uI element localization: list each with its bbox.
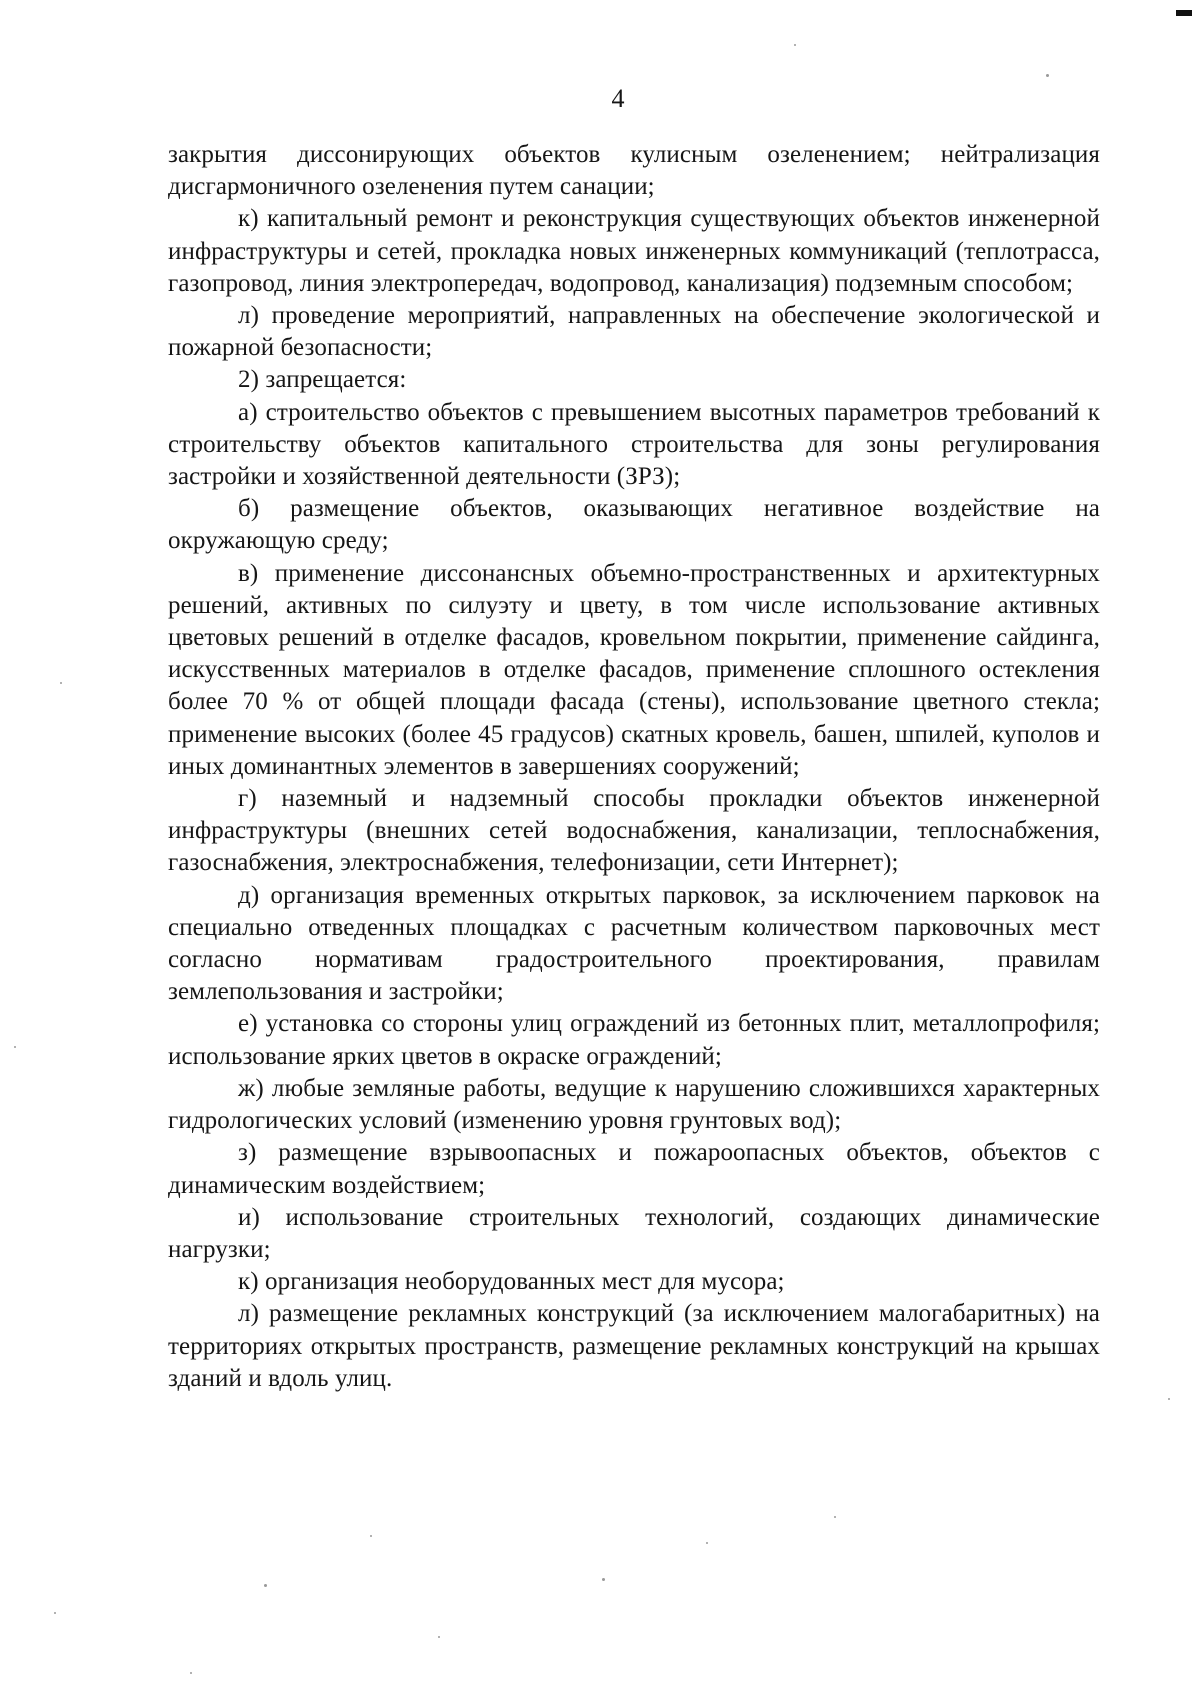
scan-speck [264,1584,267,1587]
paragraph: е) установка со стороны улиц ограждений из бетонных плит, металлопрофиля; использование ярких цветов в окраске ограждений; [168,1010,1100,1070]
scan-speck [834,1516,836,1518]
scan-speck [1046,74,1049,77]
scan-speck [438,1636,440,1638]
paragraph: л) размещение рекламных конструкций (за исключением малогабаритных) на территориях открытых пространств, размещение рекламных конструкций на крышах зданий и вдоль улиц. [168,1300,1100,1392]
paragraph: л) проведение мероприятий, направленных на обеспечение экологической и пожарной безопасности; [168,302,1100,362]
paragraph: а) строительство объектов с превышением высотных параметров требований к строительству объектов капитального строительства для зоны регулирования застройки и хозяйственной деятельности (ЗРЗ); [168,398,1100,491]
paragraph: 2) запрещается: [238,366,407,394]
scan-speck [706,1542,708,1544]
paragraph: з) размещение взрывоопасных и пожароопасных объектов, объектов с динамическим воздействием; [168,1139,1100,1199]
paragraph: г) наземный и надземный способы прокладки объектов инженерной инфраструктуры (внешних сетей водоснабжения, канализации, теплоснабжения, газоснабжения, электроснабжения, телефонизации, сети Интернет); [168,785,1100,877]
paragraph: закрытия диссонирующих объектов кулисным озеленением; нейтрализация дисгармоничного озеленения путем санации; [168,141,1100,201]
scan-speck [54,1612,56,1614]
scan-speck [14,1046,16,1048]
scan-corner-mark [1176,10,1192,16]
paragraph: и) использование строительных технологий, создающих динамические нагрузки; [168,1203,1100,1263]
scan-speck [794,44,796,46]
document-body [168,139,1100,1395]
paragraph: д) организация временных открытых парковок, за исключением парковок на специально отведенных площадках с расчетным количеством парковочных мест согласно нормативам градостроительного проектирования, правилам землепользования и застройки; [168,881,1100,1006]
page-number: 4 [611,84,625,113]
paragraph: к) организация необорудованных мест для мусора; [238,1268,785,1296]
scan-speck [190,1672,192,1674]
scan-speck [60,682,62,684]
scan-speck [602,1578,605,1581]
scan-speck [370,1535,372,1537]
scan-speck [1168,1398,1170,1400]
paragraph: ж) любые земляные работы, ведущие к нарушению сложившихся характерных гидрологических условий (изменению уровня грунтовых вод); [168,1074,1100,1135]
paragraph: в) применение диссонансных объемно-пространственных и архитектурных решений, активных по силуэту и цвету, в том числе использование активных цветовых решений в отделке фасадов, кровельном покрытии, применение сайдинга, искусственных материалов в отделке фасадов, применение сплошного остекления более 70 % от общей площади фасада (стены), использование цветного стекла; применение высоких (более 45 градусов) скатных кровель, башен, шпилей, куполов и иных доминантных элементов в завершениях сооружений; [168,559,1100,780]
paragraph: б) размещение объектов, оказывающих негативное воздействие на окружающую среду; [168,495,1100,555]
paragraph: к) капитальный ремонт и реконструкция существующих объектов инженерной инфраструктуры и сетей, прокладка новых инженерных коммуникаций (теплотрасса, газопровод, линия электропередач, водопровод, канализация) подземным способом; [168,205,1100,297]
